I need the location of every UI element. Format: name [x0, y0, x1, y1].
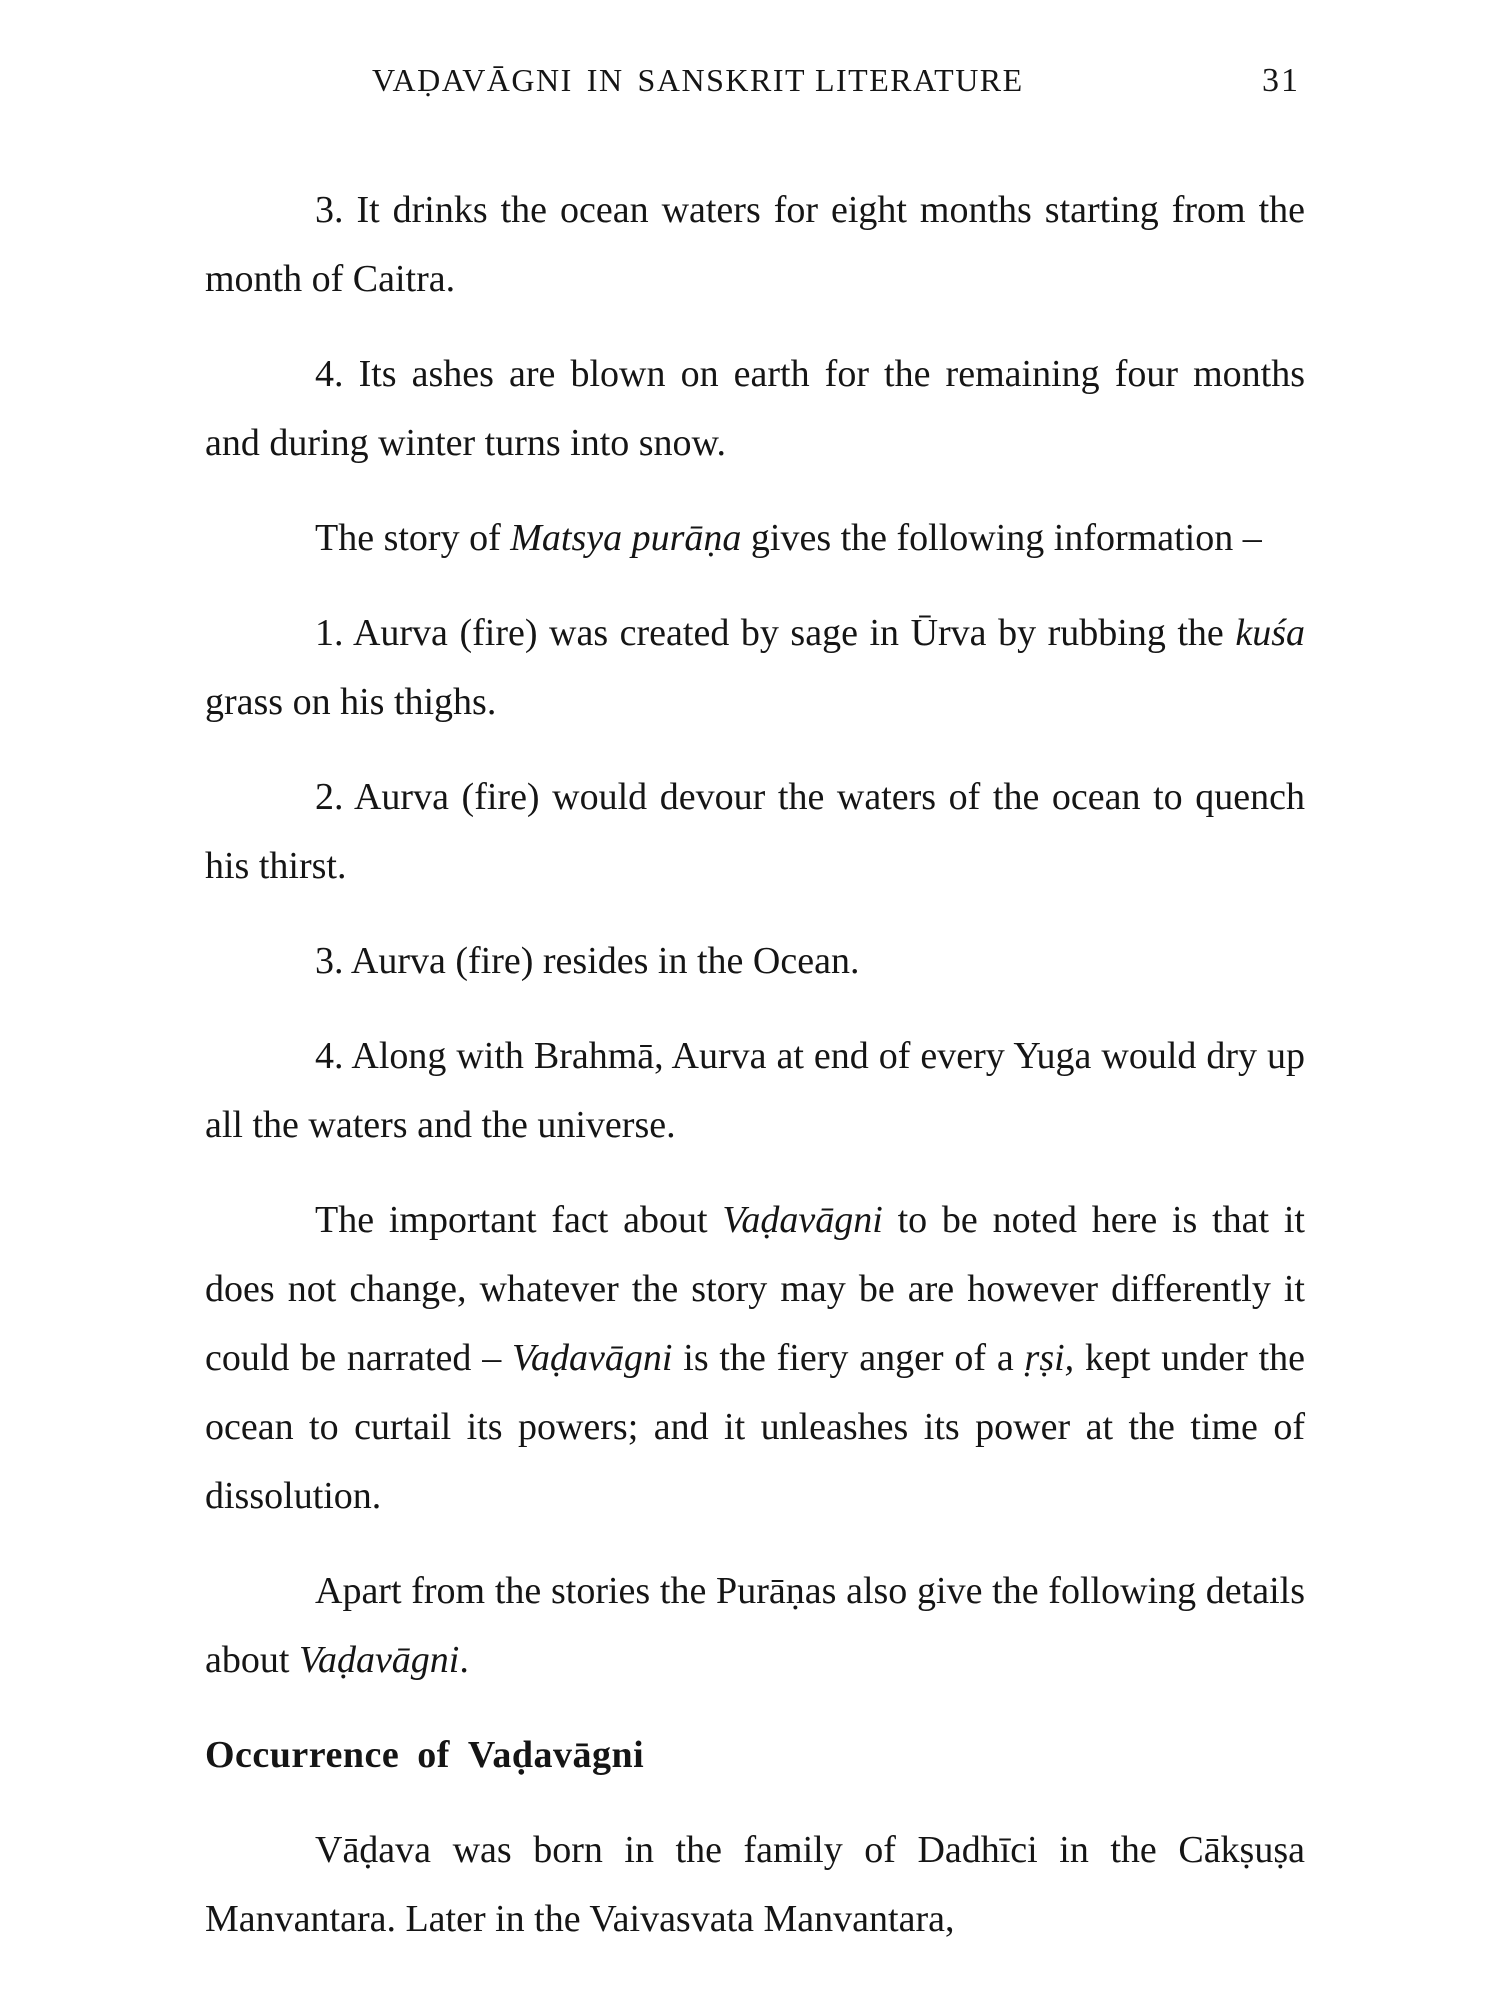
text-run: 2. Aurva (fire) would devour the waters of the ocean to quench his thirst.: [205, 776, 1305, 887]
paragraph: [205, 1186, 1305, 1531]
paragraph-final: [205, 1816, 1305, 1954]
italic-term: Vaḍavāgni: [512, 1337, 673, 1379]
body-text: [205, 176, 1305, 1980]
italic-term: Vaḍavāgni: [722, 1199, 883, 1241]
italic-term: kuśa: [1235, 612, 1305, 654]
text-run: .: [459, 1639, 469, 1681]
text-run: gives the following information –: [741, 517, 1262, 559]
text-run: 4. Its ashes are blown on earth for the remaining four months and during winter turns into snow.: [205, 353, 1305, 464]
section-heading-word: Vaḍavāgni: [467, 1734, 645, 1776]
text-run: grass on his thighs.: [205, 681, 497, 723]
paragraph: [205, 599, 1305, 737]
paragraph: [205, 763, 1305, 901]
text-run: is the fiery anger of a: [672, 1337, 1025, 1379]
italic-term: Vaḍavāgni: [298, 1639, 460, 1681]
section-heading-word: of: [417, 1734, 450, 1776]
page-number: 31: [1262, 62, 1300, 99]
text-run: 3. It drinks the ocean waters for eight months starting from the month of Caitra.: [205, 189, 1305, 300]
text-run: kept under the ocean to curtail its powers; and it unleashes its power at the time of dissolution.: [205, 1337, 1305, 1517]
text-run: Vāḍava was born in the family of Dadhīci in the Cākṣuṣa Manvantara. Later in the Vaivasvata Manvantara,: [205, 1829, 1305, 1940]
running-header: [372, 62, 1024, 99]
italic-term: Matsya purāṇa: [510, 517, 742, 559]
running-header-word: VAḌAVĀGNI: [372, 62, 573, 98]
paragraph: [205, 340, 1305, 478]
paragraph: [205, 927, 1305, 996]
paragraph: [205, 176, 1305, 314]
italic-term: ṛṣi,: [1024, 1337, 1075, 1379]
text-run: The story of: [315, 517, 511, 559]
section-heading: [205, 1721, 1305, 1790]
running-header-word: IN: [586, 62, 624, 98]
paragraph: [205, 1557, 1305, 1695]
text-run: Apart from the stories the Purāṇas also give the following details about: [205, 1570, 1305, 1681]
paragraph: [205, 504, 1305, 573]
text-run: 4. Along with Brahmā, Aurva at end of every Yuga would dry up all the waters and the universe.: [205, 1035, 1305, 1146]
text-run: The important fact about: [315, 1199, 723, 1241]
paragraph: [205, 1022, 1305, 1160]
text-run: 3. Aurva (fire) resides in the Ocean.: [315, 940, 860, 982]
section-heading-word: Occurrence: [205, 1734, 400, 1776]
running-header-word: SANSKRIT LITERATURE: [637, 62, 1024, 98]
text-run: 1. Aurva (fire) was created by sage in Ūrva by rubbing the: [315, 612, 1236, 654]
paragraph: [205, 1816, 1305, 1954]
paragraph-list: [205, 176, 1305, 1695]
text-run: to be noted here is that it does not change, whatever the story may be are however differently it could be narrated –: [205, 1199, 1305, 1379]
